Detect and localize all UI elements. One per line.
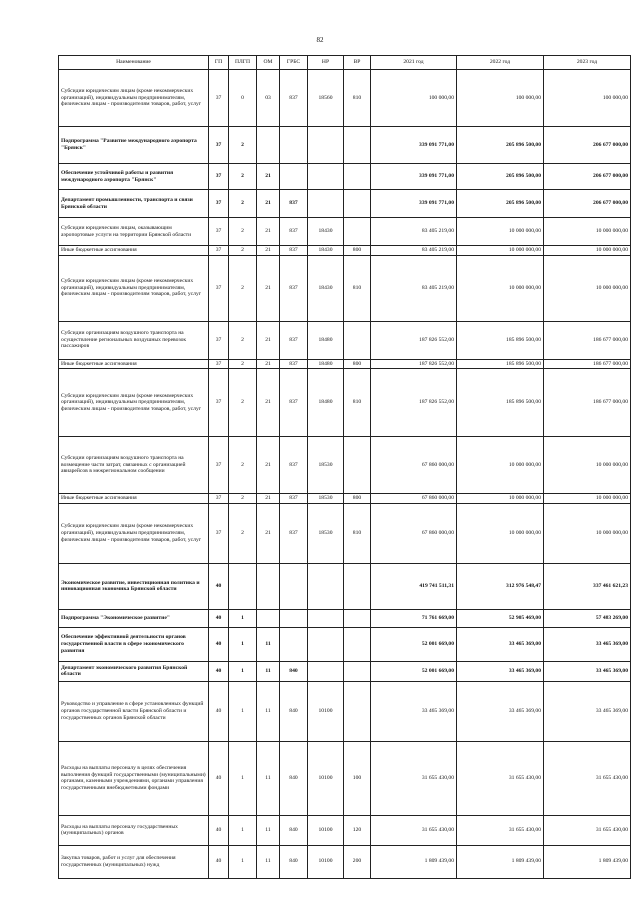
row-plgp: 2 <box>229 494 257 504</box>
row-om: 21 <box>257 503 280 563</box>
table-row <box>59 164 631 190</box>
row-vr <box>344 661 371 681</box>
row-amount-2023: 10 000 000,00 <box>544 218 631 246</box>
row-amount-2023: 31 655 430,00 <box>544 815 631 845</box>
row-grbs <box>280 127 308 164</box>
row-amount-2023: 33 465 369,00 <box>544 681 631 741</box>
table-row <box>59 190 631 218</box>
row-grbs: 837 <box>280 503 308 563</box>
row-vr <box>344 681 371 741</box>
row-grbs: 837 <box>280 255 308 321</box>
row-nr: 18530 <box>308 503 344 563</box>
row-gp: 40 <box>209 609 229 627</box>
row-name: Субсидии юридическим лицам, оказывающим аэропортовые услуги на территории Брянской области <box>59 218 209 246</box>
table-row <box>59 563 631 609</box>
row-name: Субсидии юридическим лицам (кроме некоммерческих организаций), индивидуальным предпринимателям, физическим лицам - производителям товаров, работ, услуг <box>59 70 209 127</box>
row-gp: 37 <box>209 255 229 321</box>
row-amount-2021: 83 405 219,00 <box>371 246 457 256</box>
row-vr <box>344 190 371 218</box>
page-number: 82 <box>316 36 324 44</box>
row-gp: 40 <box>209 627 229 661</box>
row-nr: 18560 <box>308 70 344 127</box>
row-amount-2022: 1 809 439,00 <box>457 845 544 878</box>
row-grbs <box>280 609 308 627</box>
table-body <box>59 70 631 879</box>
row-name: Закупка товаров, работ и услуг для обеспечения государственных (муниципальных) нужд <box>59 845 209 878</box>
row-om: 21 <box>257 164 280 190</box>
row-gp: 37 <box>209 70 229 127</box>
row-name: Руководство и управление в сфере установленных функций органов государственной власти Брянской области и государственных органов Брянской области <box>59 681 209 741</box>
row-plgp: 0 <box>229 70 257 127</box>
row-amount-2021: 52 001 669,00 <box>371 661 457 681</box>
row-name: Департамент экономического развития Брянской области <box>59 661 209 681</box>
row-vr: 120 <box>344 815 371 845</box>
row-name: Расходы на выплаты персоналу в целях обеспечения выполнения функций государственными (муниципальными) органами, казенными учреждениями, органами управления государственными внебюджетными фондами <box>59 741 209 815</box>
table-row <box>59 609 631 627</box>
row-amount-2021: 83 405 219,00 <box>371 218 457 246</box>
row-nr: 18530 <box>308 437 344 494</box>
row-amount-2021: 339 091 771,00 <box>371 164 457 190</box>
row-nr: 10100 <box>308 681 344 741</box>
row-amount-2022: 10 000 000,00 <box>457 246 544 256</box>
row-amount-2021: 1 809 439,00 <box>371 845 457 878</box>
header-name: Наименование <box>59 56 209 70</box>
header-2021: 2021 год <box>371 56 457 70</box>
row-name: Субсидии юридическим лицам (кроме некоммерческих организаций), индивидуальным предпринимателям, физическим лицам - производителям товаров, работ, услуг <box>59 503 209 563</box>
row-grbs: 837 <box>280 70 308 127</box>
row-amount-2023: 33 465 369,00 <box>544 661 631 681</box>
row-grbs: 840 <box>280 681 308 741</box>
header-2023: 2023 год <box>544 56 631 70</box>
row-plgp: 2 <box>229 190 257 218</box>
row-amount-2023: 10 000 000,00 <box>544 255 631 321</box>
table-row <box>59 627 631 661</box>
row-gp: 40 <box>209 845 229 878</box>
row-amount-2023: 206 677 000,00 <box>544 190 631 218</box>
row-name: Подпрограмма "Экономическое развитие" <box>59 609 209 627</box>
table-row <box>59 437 631 494</box>
row-nr: 18480 <box>308 369 344 437</box>
row-plgp: 1 <box>229 609 257 627</box>
row-om <box>257 127 280 164</box>
row-gp: 40 <box>209 681 229 741</box>
row-amount-2023: 337 461 621,23 <box>544 563 631 609</box>
row-plgp: 2 <box>229 437 257 494</box>
row-vr <box>344 164 371 190</box>
row-nr <box>308 661 344 681</box>
row-om: 03 <box>257 70 280 127</box>
row-vr: 800 <box>344 359 371 369</box>
row-nr: 18480 <box>308 359 344 369</box>
row-nr: 18480 <box>308 321 344 359</box>
row-om: 21 <box>257 190 280 218</box>
row-gp: 37 <box>209 369 229 437</box>
table-row <box>59 369 631 437</box>
row-name: Иные бюджетные ассигнования <box>59 494 209 504</box>
row-amount-2021: 187 826 552,00 <box>371 359 457 369</box>
row-gp: 37 <box>209 164 229 190</box>
row-amount-2021: 31 655 430,00 <box>371 815 457 845</box>
row-gp: 37 <box>209 190 229 218</box>
row-grbs: 840 <box>280 845 308 878</box>
row-amount-2023: 100 000,00 <box>544 70 631 127</box>
row-om <box>257 563 280 609</box>
row-amount-2023: 57 483 269,00 <box>544 609 631 627</box>
header-grbs: ГРБС <box>280 56 308 70</box>
table-row <box>59 127 631 164</box>
header-om: ОМ <box>257 56 280 70</box>
row-name: Подпрограмма "Развитие международного аэропорта "Брянск" <box>59 127 209 164</box>
row-amount-2023: 33 465 369,00 <box>544 627 631 661</box>
row-amount-2023: 206 677 000,00 <box>544 164 631 190</box>
row-plgp: 1 <box>229 845 257 878</box>
row-name: Субсидии организациям воздушного транспорта на возмещение части затрат, связанных с организацией авиарейсов в межрегиональном сообщении <box>59 437 209 494</box>
row-nr <box>308 190 344 218</box>
row-om: 21 <box>257 359 280 369</box>
table-row <box>59 246 631 256</box>
table-header-row <box>59 56 631 70</box>
row-amount-2021: 33 465 369,00 <box>371 681 457 741</box>
row-amount-2022: 312 976 548,47 <box>457 563 544 609</box>
row-amount-2022: 185 896 500,00 <box>457 369 544 437</box>
row-grbs: 837 <box>280 321 308 359</box>
row-vr <box>344 563 371 609</box>
row-amount-2023: 186 677 000,00 <box>544 369 631 437</box>
table-row <box>59 503 631 563</box>
row-amount-2022: 10 000 000,00 <box>457 494 544 504</box>
row-grbs: 840 <box>280 741 308 815</box>
row-nr: 18430 <box>308 255 344 321</box>
row-nr <box>308 627 344 661</box>
row-plgp: 1 <box>229 815 257 845</box>
row-gp: 37 <box>209 321 229 359</box>
row-gp: 40 <box>209 741 229 815</box>
header-nr: НР <box>308 56 344 70</box>
row-om: 11 <box>257 815 280 845</box>
row-name: Субсидии юридическим лицам (кроме некоммерческих организаций), индивидуальным предпринимателям, физическим лицам - производителям товаров, работ, услуг <box>59 369 209 437</box>
table-row <box>59 359 631 369</box>
row-amount-2022: 10 000 000,00 <box>457 437 544 494</box>
row-om: 21 <box>257 321 280 359</box>
row-amount-2021: 339 091 771,00 <box>371 127 457 164</box>
row-gp: 40 <box>209 563 229 609</box>
row-name: Обеспечение эффективной деятельности органов государственной власти в сфере экономического развития <box>59 627 209 661</box>
row-amount-2022: 185 896 500,00 <box>457 359 544 369</box>
row-om: 21 <box>257 218 280 246</box>
row-om: 21 <box>257 437 280 494</box>
row-amount-2022: 185 896 500,00 <box>457 321 544 359</box>
row-amount-2022: 33 465 369,00 <box>457 681 544 741</box>
table-row <box>59 845 631 878</box>
row-amount-2021: 67 860 000,00 <box>371 503 457 563</box>
row-amount-2022: 31 655 430,00 <box>457 741 544 815</box>
table-row <box>59 218 631 246</box>
row-amount-2022: 33 465 369,00 <box>457 627 544 661</box>
row-nr: 18430 <box>308 246 344 256</box>
row-amount-2021: 339 091 771,00 <box>371 190 457 218</box>
row-plgp: 1 <box>229 661 257 681</box>
row-om: 11 <box>257 661 280 681</box>
header-vr: ВР <box>344 56 371 70</box>
row-vr: 810 <box>344 503 371 563</box>
row-amount-2022: 10 000 000,00 <box>457 503 544 563</box>
row-amount-2023: 10 000 000,00 <box>544 503 631 563</box>
row-amount-2022: 52 905 469,00 <box>457 609 544 627</box>
header-gp: ГП <box>209 56 229 70</box>
row-nr: 18430 <box>308 218 344 246</box>
row-amount-2022: 100 000,00 <box>457 70 544 127</box>
row-om: 21 <box>257 246 280 256</box>
row-amount-2022: 205 896 500,00 <box>457 127 544 164</box>
row-amount-2021: 100 000,00 <box>371 70 457 127</box>
row-gp: 40 <box>209 815 229 845</box>
row-gp: 37 <box>209 246 229 256</box>
row-plgp: 2 <box>229 127 257 164</box>
row-plgp: 1 <box>229 627 257 661</box>
row-grbs: 837 <box>280 218 308 246</box>
row-gp: 37 <box>209 437 229 494</box>
row-plgp: 2 <box>229 246 257 256</box>
row-grbs: 837 <box>280 494 308 504</box>
row-name: Иные бюджетные ассигнования <box>59 246 209 256</box>
row-om: 21 <box>257 255 280 321</box>
header-2022: 2022 год <box>457 56 544 70</box>
row-vr: 100 <box>344 741 371 815</box>
row-amount-2022: 205 896 500,00 <box>457 164 544 190</box>
row-om <box>257 609 280 627</box>
row-nr <box>308 563 344 609</box>
row-amount-2021: 187 826 552,00 <box>371 321 457 359</box>
row-nr: 18530 <box>308 494 344 504</box>
row-amount-2022: 31 655 430,00 <box>457 815 544 845</box>
row-plgp: 1 <box>229 681 257 741</box>
row-plgp: 2 <box>229 359 257 369</box>
row-gp: 37 <box>209 218 229 246</box>
row-vr <box>344 321 371 359</box>
row-amount-2021: 31 655 430,00 <box>371 741 457 815</box>
row-gp: 37 <box>209 127 229 164</box>
row-vr: 810 <box>344 70 371 127</box>
row-amount-2023: 31 655 430,00 <box>544 741 631 815</box>
row-nr <box>308 127 344 164</box>
row-grbs: 837 <box>280 359 308 369</box>
row-grbs: 840 <box>280 815 308 845</box>
table-row <box>59 255 631 321</box>
row-plgp <box>229 563 257 609</box>
row-plgp: 1 <box>229 741 257 815</box>
row-grbs: 840 <box>280 661 308 681</box>
row-amount-2021: 71 761 669,00 <box>371 609 457 627</box>
budget-table <box>58 55 631 879</box>
row-vr <box>344 627 371 661</box>
row-amount-2022: 205 896 500,00 <box>457 190 544 218</box>
row-amount-2023: 10 000 000,00 <box>544 246 631 256</box>
row-amount-2023: 10 000 000,00 <box>544 494 631 504</box>
row-plgp: 2 <box>229 164 257 190</box>
row-name: Расходы на выплаты персоналу государственных (муниципальных) органов <box>59 815 209 845</box>
row-name: Иные бюджетные ассигнования <box>59 359 209 369</box>
row-grbs <box>280 563 308 609</box>
row-name: Обеспечение устойчивой работы и развития международного аэропорта "Брянск" <box>59 164 209 190</box>
row-amount-2023: 206 677 000,00 <box>544 127 631 164</box>
row-name: Субсидии организациям воздушного транспорта на осуществление региональных воздушных перевозок пассажиров <box>59 321 209 359</box>
row-plgp: 2 <box>229 255 257 321</box>
row-grbs: 837 <box>280 246 308 256</box>
row-vr <box>344 437 371 494</box>
row-name: Экономическое развитие, инвестиционная политика и инновационная экономика Брянской области <box>59 563 209 609</box>
row-vr: 810 <box>344 255 371 321</box>
row-om: 11 <box>257 741 280 815</box>
row-name: Департамент промышленности, транспорта и связи Брянской области <box>59 190 209 218</box>
row-nr <box>308 609 344 627</box>
row-name: Субсидии юридическим лицам (кроме некоммерческих организаций), индивидуальным предпринимателям, физическим лицам - производителям товаров, работ, услуг <box>59 255 209 321</box>
row-plgp: 2 <box>229 369 257 437</box>
row-vr: 800 <box>344 246 371 256</box>
row-amount-2023: 10 000 000,00 <box>544 437 631 494</box>
row-grbs: 837 <box>280 437 308 494</box>
row-gp: 37 <box>209 359 229 369</box>
row-gp: 37 <box>209 503 229 563</box>
row-grbs <box>280 627 308 661</box>
table-row <box>59 661 631 681</box>
table-row <box>59 681 631 741</box>
row-vr: 200 <box>344 845 371 878</box>
table-row <box>59 815 631 845</box>
row-om: 11 <box>257 627 280 661</box>
row-vr <box>344 127 371 164</box>
table-row <box>59 494 631 504</box>
row-grbs: 837 <box>280 190 308 218</box>
row-vr <box>344 609 371 627</box>
table-row <box>59 741 631 815</box>
row-nr: 10100 <box>308 845 344 878</box>
row-plgp: 2 <box>229 321 257 359</box>
row-om: 11 <box>257 845 280 878</box>
row-amount-2021: 83 405 219,00 <box>371 255 457 321</box>
row-vr: 800 <box>344 494 371 504</box>
row-gp: 40 <box>209 661 229 681</box>
row-amount-2021: 419 741 511,31 <box>371 563 457 609</box>
row-amount-2022: 10 000 000,00 <box>457 218 544 246</box>
row-om: 21 <box>257 494 280 504</box>
row-amount-2023: 186 677 000,00 <box>544 321 631 359</box>
row-amount-2021: 67 860 000,00 <box>371 437 457 494</box>
row-amount-2021: 52 001 669,00 <box>371 627 457 661</box>
row-nr: 10100 <box>308 815 344 845</box>
row-amount-2023: 186 677 000,00 <box>544 359 631 369</box>
row-grbs <box>280 164 308 190</box>
row-grbs: 837 <box>280 369 308 437</box>
row-amount-2022: 33 465 369,00 <box>457 661 544 681</box>
row-gp: 37 <box>209 494 229 504</box>
row-vr <box>344 218 371 246</box>
row-nr <box>308 164 344 190</box>
row-amount-2023: 1 809 439,00 <box>544 845 631 878</box>
row-plgp: 2 <box>229 503 257 563</box>
row-amount-2021: 187 826 552,00 <box>371 369 457 437</box>
header-plgp: ПЛГП <box>229 56 257 70</box>
row-nr: 10100 <box>308 741 344 815</box>
row-om: 11 <box>257 681 280 741</box>
row-om: 21 <box>257 369 280 437</box>
row-amount-2021: 67 860 000,00 <box>371 494 457 504</box>
table-row <box>59 321 631 359</box>
row-vr: 810 <box>344 369 371 437</box>
row-amount-2022: 10 000 000,00 <box>457 255 544 321</box>
row-plgp: 2 <box>229 218 257 246</box>
table-row <box>59 70 631 127</box>
